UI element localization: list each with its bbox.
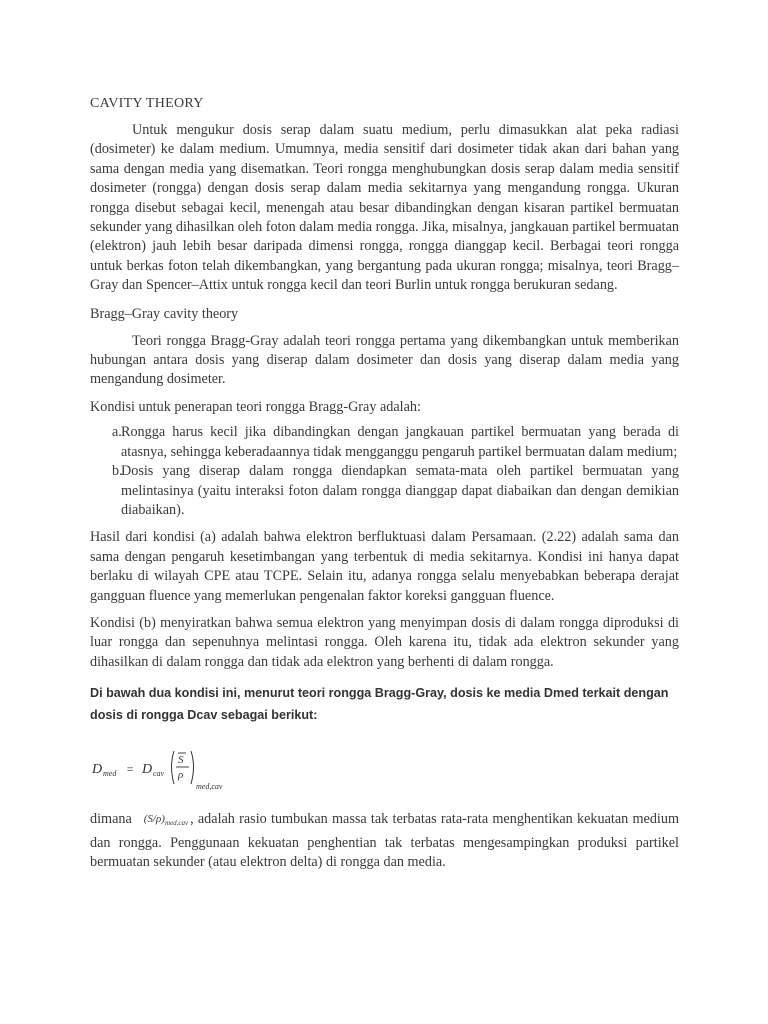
intro-paragraph: Untuk mengukur dosis serap dalam suatu medium, perlu dimasukkan alat peka radiasi (dosimeter) ke dalam medium. Umumnya, media sensitif dari dosimeter tidak akan dari bahan yang sama dengan media yang disematkan. Teori rongga menghubungkan dosis serap dalam media sensitif dosimeter (rongga) dengan dosis serap dalam media sekitarnya yang mengandung rongga. Ukuran rongga disebut sebagai kecil, menengah atau besar dibandingkan dengan kisaran partikel bermuatan sekunder yang dihasilkan oleh foton dalam media rongga. Jika, misalnya, jangkauan partikel bermuatan (elektron) jauh lebih besar daripada dimensi rongga, rongga dianggap kecil. Berbagai teori rongga untuk berkas foton telah dikembangkan, yang bergantung pada ukuran rongga; misalnya, teori Bragg– Gray dan Spencer–Attix untuk rongga kecil dan teori Burlin untuk rongga berukuran sedang. — [90, 122, 679, 294]
bold-note: Di bawah dua kondisi ini, menurut teori rongga Bragg-Gray, dosis ke media Dmed terkait dengan dosis di rongga Dcav sebagai berikut: — [90, 686, 669, 723]
list-marker: b. — [112, 463, 123, 480]
final-rest: , adalah rasio tumbukan massa tak terbatas rata-rata menghentikan kekuatan medium dan rongga. Penggunaan kekuatan penghentian tak terbatas mengesampingkan produksi partikel bermuatan sekunder (atau elektron delta) di rongga dan media. — [90, 811, 679, 871]
equation-graphic — [92, 744, 232, 802]
list-item — [90, 423, 679, 462]
document-title: CAVITY THEORY — [90, 96, 204, 111]
list-item-text: Dosis yang diserap dalam rongga diendapkan semata-mata oleh partikel bermuatan yang melintasinya (yaitu interaksi foton dalam rongga dianggap dapat diabaikan dan dengan demikian diabaikan). — [121, 463, 679, 518]
list-marker: a. — [112, 424, 122, 441]
bragg-gray-paragraph: Teori rongga Bragg-Gray adalah teori rongga pertama yang dikembangkan untuk memberikan hubungan antara dosis yang diserap dalam dosimeter dan dosis yang diserap dalam media yang mengandung dosimeter. — [90, 332, 679, 388]
list-item — [90, 462, 679, 520]
svg-text:med: med — [103, 769, 117, 779]
conditions-intro: Kondisi untuk penerapan teori rongga Bragg-Gray adalah: — [90, 398, 421, 415]
final-lead: dimana — [90, 811, 132, 828]
svg-text:S: S — [178, 754, 184, 767]
svg-text:D: D — [92, 762, 103, 778]
svg-text:D: D — [142, 762, 153, 778]
final-paragraph — [90, 810, 679, 872]
bragg-gray-equation — [92, 744, 679, 802]
result-a-paragraph: Hasil dari kondisi (a) adalah bahwa elektron berfluktuasi dalam Persamaan. (2.22) adalah sama dan sama dengan pengaruh kesetimbangan yang terbentuk di media sekitarnya. Kondisi ini hanya dapat berlaku di wilayah CPE atau TCPE. Selain itu, adanya rongga selalu menyebabkan beberapa derajat gangguan fluence yang memerlukan pengenalan faktor koreksi gangguan fluence. — [90, 529, 679, 604]
svg-text:med,cav: med,cav — [196, 782, 223, 792]
section-subheading: Bragg–Gray cavity theory — [90, 305, 239, 322]
conditions-list — [90, 423, 679, 520]
svg-text:=: = — [126, 762, 135, 777]
result-b-paragraph: Kondisi (b) menyiratkan bahwa semua elektron yang menyimpan dosis di dalam rongga diproduksi di luar rongga dan sepenuhnya melintasi rongga. Oleh karena itu, tidak ada elektron sekunder yang dihasilkan di dalam rongga dan tidak ada elektron yang berhenti di dalam rongga. — [90, 614, 679, 670]
stopping-power-ratio-symbol: $(S/\rho)_{med,cav}$ — [143, 813, 189, 828]
document-page — [90, 94, 679, 873]
svg-text:ρ: ρ — [178, 769, 184, 782]
list-item-text: Rongga harus kecil jika dibandingkan dengan jangkauan partikel bermuatan yang berada di atasnya, sehingga keberadaannya tidak mengganggu pengaruh partikel bermuatan dalam medium; — [121, 424, 679, 460]
svg-text:cav: cav — [153, 769, 165, 779]
